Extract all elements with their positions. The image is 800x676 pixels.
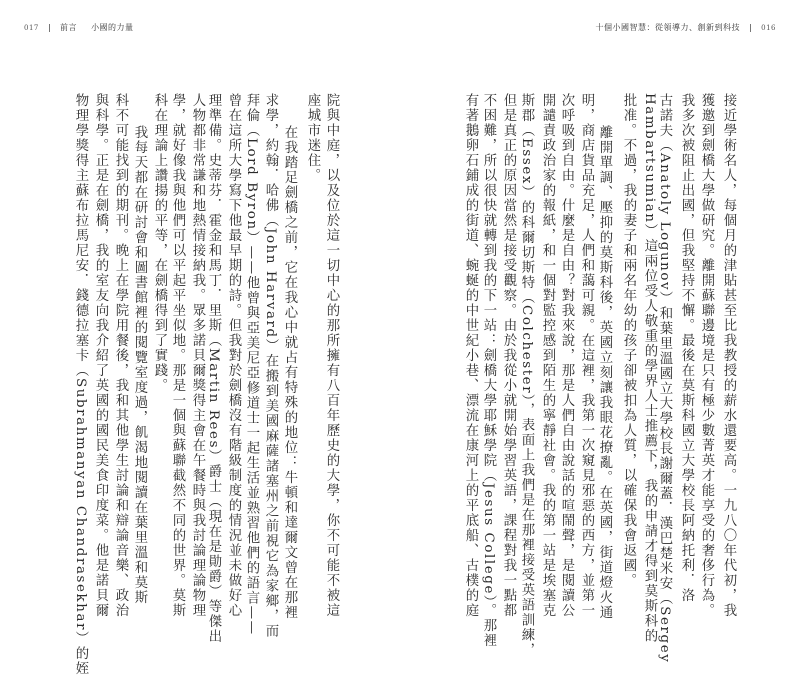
chapter-title: 小國的力量 xyxy=(91,23,134,32)
text-column: 學，就好像我與他們可以平起平坐似地。那是一個與蘇聯截然不同的世界。莫斯 xyxy=(170,93,185,618)
text-column: 曾在這所大學寫下他最早期的詩。但我對於劍橋沒有階級制度的情況並未做好心 xyxy=(226,93,241,618)
text-column: 科不可能找到的期刊。晚上在學院用餐後，我和其他學生討論和辯論音樂、政治 xyxy=(113,93,128,618)
text-column: 獲邀到劍橋大學做研究。離開蘇聯邊境是只有極少數菁英才能享受的奢侈行為。 xyxy=(699,93,714,618)
text-column: 次呼吸到自由。什麼是自由？對我來說，那是人們自由說話的喧鬧聲，是閱讀公 xyxy=(559,93,574,618)
text-column: 座城市迷住。 xyxy=(305,93,320,183)
text-column: 理準備。史蒂芬．霍金和馬丁．里斯（Martin Rees）爵士（現在是勛爵）等傑出 xyxy=(206,93,221,645)
text-column: 人物都非常謙和地熱情接納我。眾多諾貝爾獎得主會在午餐時與我討論理論物理 xyxy=(190,93,205,618)
text-column: 斯郡（Essex）的科爾切斯特（Colchester），表面上我們是在那裡接受英語訓練， xyxy=(519,93,534,658)
text-column: 在我踏足劍橋之前，它在我心中就占有特殊的地位：牛頓和達爾文曾在那裡 xyxy=(282,125,297,620)
right-page xyxy=(400,0,800,664)
text-column: 我多次被阻止出國，但我堅持不懈。最後在莫斯科國立大學校長阿納托利．洛 xyxy=(679,93,694,603)
header-divider xyxy=(750,24,751,32)
text-column: 離開單調、壓抑的莫斯科後，英國立刻讓我眼花撩亂。在英國，街道燈火通 xyxy=(597,125,612,620)
text-column: 古諾夫（Anatoly Logunov）和葉里溫國立大學校長謝爾蓋．漢巴楚米安（Sergey xyxy=(657,93,672,664)
text-column: 開譴責政治家的報紙，和一個對監控感到陌生的寧靜社會。我的第一站是埃塞克 xyxy=(540,93,555,618)
header-divider xyxy=(49,24,50,32)
text-column: 但是真正的原因當然是接受觀察。由於我從小就開始學習英語，課程對我一點都 xyxy=(501,93,516,618)
text-column: 有著鵝卵石鋪成的街道、蜿蜒的中世紀小巷、漂流在康河上的平底船、古樸的庭 xyxy=(463,93,478,618)
text-column: 科在理論上讚揚的平等，在劍橋得到了實踐。 xyxy=(152,93,167,393)
text-column: 拜倫（Lord Byron）——他曾與亞美尼亞修道士一起生活並熟習他們的語言—— xyxy=(244,93,259,636)
left-running-header xyxy=(24,22,134,33)
text-column: 批准。不過，我的妻子和兩名年幼的孩子卻被扣為人質，以確保我會返國。 xyxy=(621,93,636,588)
text-column: 與科學。正是在劍橋，我的室友向我介紹了英國的國民美食印度菜。他是諾貝爾 xyxy=(93,93,108,618)
book-title: 十個小國智慧：從領導力、創新到科技 xyxy=(595,23,741,32)
text-column: 物理學獎得主蘇布拉馬尼安．錢德拉塞卡（Subrahmanyan Chandrasekhar）的姪 xyxy=(73,93,88,676)
text-column: 求學，約翰．哈佛（John Harvard）在搬到美國麻薩諸塞州之前視它為家鄉，而 xyxy=(263,93,278,639)
left-page-number: 017 xyxy=(24,24,39,32)
text-column: Hambartsumian）這兩位受人敬重的學界人士推薦下，我的申請才得到莫斯科的 xyxy=(642,93,657,644)
text-column: 不困難，所以很快就轉到我的下一站：劍橋大學耶穌學院（Jesus College）。那裡 xyxy=(481,93,496,649)
text-column: 院與中庭，以及位於這一切中心的那所擁有八百年歷史的大學，你不可能不被這 xyxy=(324,93,339,618)
right-running-header xyxy=(596,22,776,33)
right-page-number: 016 xyxy=(761,24,776,32)
section-label: 前言 xyxy=(59,23,77,32)
text-column: 我每天都在研討會和圖書館裡的閱覽室度過，飢渴地閱讀在葉里溫和莫斯 xyxy=(132,125,147,605)
text-column: 接近學術名人，每個月的津貼甚至比我教授的薪水還要高。一九八〇年代初，我 xyxy=(721,93,736,618)
text-column: 明，商店貨品充足，人們和藹可親。在這裡，我第一次窺見邪惡的西方，並第一 xyxy=(579,93,594,618)
